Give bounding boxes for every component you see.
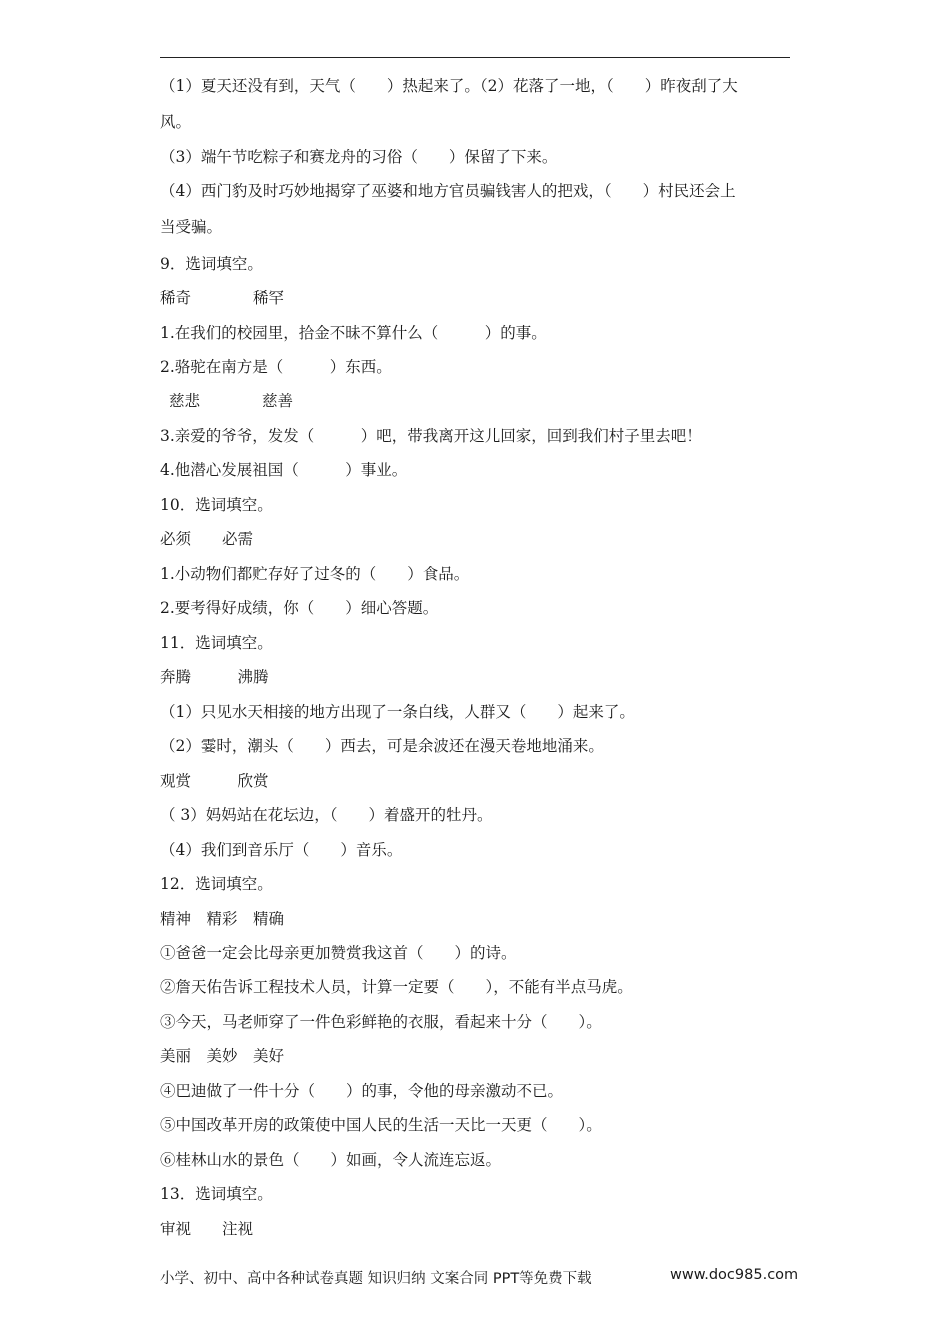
- question-heading: 9．选词填空。: [160, 255, 263, 273]
- question-heading: 13．选词填空。: [160, 1185, 273, 1203]
- text-line: 4.他潜心发展祖国（ ）事业。: [160, 461, 408, 479]
- footer: [160, 1267, 799, 1288]
- text-line: ⑤中国改革开房的政策使中国人民的生活一天比一天更（ ）。: [160, 1116, 602, 1134]
- text-line: ①爸爸一定会比母亲更加赞赏我这首（ ）的诗。: [160, 944, 517, 962]
- text-line: 1.在我们的校园里，拾金不昧不算什么（ ）的事。: [160, 324, 547, 342]
- word-options: 奔腾 沸腾: [160, 668, 269, 686]
- word-options: 精神 精彩 精确: [160, 910, 285, 928]
- text-line: 风。: [160, 113, 192, 131]
- text-line: 3.亲爱的爷爷，发发（ ）吧，带我离开这儿回家，回到我们村子里去吧！: [160, 427, 702, 445]
- text-line: ②詹天佑告诉工程技术人员，计算一定要（ ），不能有半点马虎。: [160, 978, 633, 996]
- text-line: （1）只见水天相接的地方出现了一条白线，人群又（ ）起来了。: [160, 703, 635, 721]
- footer-site-link[interactable]: www.doc985.com: [670, 1267, 799, 1283]
- word-options: 必须 必需: [160, 530, 254, 548]
- header-rule: [160, 57, 790, 58]
- text-line: ④巴迪做了一件十分（ ）的事，令他的母亲激动不已。: [160, 1082, 564, 1100]
- text-line: （4）西门豹及时巧妙地揭穿了巫婆和地方官员骗钱害人的把戏，（ ）村民还会上: [160, 182, 736, 200]
- question-heading: 12．选词填空。: [160, 875, 273, 893]
- text-line: 2.骆驼在南方是（ ）东西。: [160, 358, 392, 376]
- text-line: 1.小动物们都贮存好了过冬的（ ）食品。: [160, 565, 470, 583]
- word-options: 慈悲 慈善: [169, 392, 294, 410]
- text-line: ⑥桂林山水的景色（ ）如画，令人流连忘返。: [160, 1151, 502, 1169]
- text-line: （1）夏天还没有到，天气（ ）热起来了。（2）花落了一地，（ ）昨夜刮了大: [160, 77, 738, 95]
- word-options: 审视 注视: [160, 1220, 254, 1238]
- text-line: （ 3）妈妈站在花坛边，（ ）着盛开的牡丹。: [160, 806, 493, 824]
- text-line: （4）我们到音乐厅（ ）音乐。: [160, 841, 403, 859]
- text-line: 2.要考得好成绩，你（ ）细心答题。: [160, 599, 439, 617]
- text-line: （3）端午节吃粽子和赛龙舟的习俗（ ）保留了下来。: [160, 148, 558, 166]
- footer-text: 小学、初中、高中各种试卷真题 知识归纳 文案合同 PPT等免费下载: [160, 1271, 592, 1287]
- word-options: 稀奇 稀罕: [160, 289, 285, 307]
- question-heading: 10．选词填空。: [160, 496, 273, 514]
- word-options: 观赏 欣赏: [160, 772, 269, 790]
- text-line: （2）霎时，潮头（ ）西去，可是余波还在漫天卷地地涌来。: [160, 737, 604, 755]
- text-line: ③今天，马老师穿了一件色彩鲜艳的衣服，看起来十分（ ）。: [160, 1013, 602, 1031]
- text-line: 当受骗。: [160, 218, 223, 236]
- question-heading: 11．选词填空。: [160, 634, 273, 652]
- word-options: 美丽 美妙 美好: [160, 1047, 285, 1065]
